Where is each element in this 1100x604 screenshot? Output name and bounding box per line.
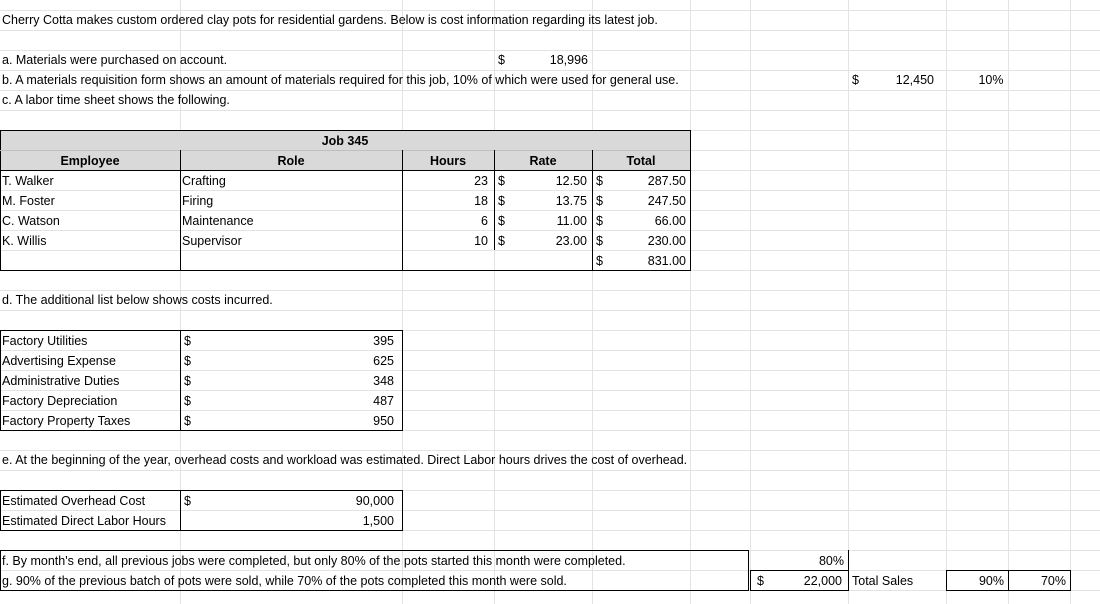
row-2-hours: 18: [474, 194, 488, 208]
row-3-rate: 11.00: [556, 214, 587, 228]
job-table-title: Job 345: [321, 134, 369, 148]
row-2-rate: 13.75: [555, 194, 587, 208]
row-1-total-currency: $: [596, 174, 603, 188]
f-percent-border: [848, 550, 849, 571]
cost-2-currency: $: [184, 354, 191, 368]
item-g-percent1: 90%: [978, 574, 1004, 588]
column-gridline: [848, 0, 849, 604]
cost-5-currency: $: [184, 414, 191, 428]
row-1-employee: T. Walker: [2, 174, 54, 188]
row-1-rate-currency: $: [498, 174, 505, 188]
item-g-label: Total Sales: [852, 574, 914, 588]
cost-2-value: 625: [373, 354, 394, 368]
cost-5-label: Factory Property Taxes: [2, 414, 131, 428]
row-3-hours: 6: [481, 214, 488, 228]
estimate-2-value: 1,500: [362, 514, 394, 528]
item-a-currency: $: [498, 53, 505, 67]
item-d-text: d. The additional list below shows costs incurred.: [2, 293, 273, 307]
cost-4-value: 487: [373, 394, 394, 408]
row-4-hours: 10: [474, 234, 488, 248]
column-gridline: [1070, 0, 1071, 604]
row-4-employee: K. Willis: [2, 234, 47, 248]
estimate-1-label: Estimated Overhead Cost: [2, 494, 146, 508]
grand-total-value: 831.00: [647, 254, 686, 268]
item-b-currency: $: [852, 73, 859, 87]
item-b-percent: 10%: [978, 73, 1004, 87]
cost-5-value: 950: [373, 414, 394, 428]
column-gridline: [494, 0, 495, 604]
row-2-total: 247.50: [647, 194, 686, 208]
item-g-currency: $: [757, 574, 764, 588]
item-f-percent: 80%: [818, 554, 844, 568]
intro-text: Cherry Cotta makes custom ordered clay pots for residential gardens. Below is cost information regarding its latest job.: [2, 13, 658, 27]
estimate-2-label: Estimated Direct Labor Hours: [2, 514, 166, 528]
row-1-role: Crafting: [182, 174, 226, 188]
item-g-percent2: 70%: [1040, 574, 1066, 588]
row-4-rate: 23.00: [555, 234, 587, 248]
row-3-total-currency: $: [596, 214, 603, 228]
header-role: Role: [277, 154, 305, 168]
item-e-text: e. At the beginning of the year, overhead costs and workload was estimated. Direct Labor hours drives the cost of overhead.: [2, 453, 688, 467]
header-hours: Hours: [429, 154, 467, 168]
cost-1-value: 395: [373, 334, 394, 348]
column-gridline: [750, 0, 751, 604]
cost-3-value: 348: [373, 374, 394, 388]
item-f-text: f. By month's end, all previous jobs were completed, but only 80% of the pots started this month were completed.: [2, 554, 626, 568]
item-g-text: g. 90% of the previous batch of pots were sold, while 70% of the pots completed this month were sold.: [2, 574, 567, 588]
estimate-1-currency: $: [184, 494, 191, 508]
cost-3-label: Administrative Duties: [2, 374, 120, 388]
row-1-total: 287.50: [647, 174, 686, 188]
row-3-role: Maintenance: [182, 214, 254, 228]
cost-2-label: Advertising Expense: [2, 354, 116, 368]
item-a-text: a. Materials were purchased on account.: [2, 53, 228, 67]
grand-total-currency: $: [596, 254, 603, 268]
row-3-rate-currency: $: [498, 214, 505, 228]
row-2-total-currency: $: [596, 194, 603, 208]
cost-1-currency: $: [184, 334, 191, 348]
row-3-employee: C. Watson: [2, 214, 60, 228]
cost-1-label: Factory Utilities: [2, 334, 88, 348]
item-a-amount: 18,996: [549, 53, 588, 67]
row-4-role: Supervisor: [182, 234, 242, 248]
row-4-total-currency: $: [596, 234, 603, 248]
row-3-total: 66.00: [654, 214, 686, 228]
cost-3-currency: $: [184, 374, 191, 388]
row-4-total: 230.00: [647, 234, 686, 248]
column-gridline: [1008, 0, 1009, 604]
row-4-rate-currency: $: [498, 234, 505, 248]
header-rate: Rate: [529, 154, 557, 168]
column-gridline: [690, 0, 691, 604]
cost-4-label: Factory Depreciation: [2, 394, 118, 408]
item-g-amount: 22,000: [803, 574, 842, 588]
column-gridline: [946, 0, 947, 604]
row-2-employee: M. Foster: [2, 194, 55, 208]
row-2-role: Firing: [182, 194, 214, 208]
column-gridline: [592, 0, 593, 604]
header-total: Total: [626, 154, 656, 168]
row-1-rate: 12.50: [555, 174, 587, 188]
header-employee: Employee: [60, 154, 120, 168]
cost-4-currency: $: [184, 394, 191, 408]
row-2-rate-currency: $: [498, 194, 505, 208]
item-c-text: c. A labor time sheet shows the following.: [2, 93, 230, 107]
item-b-amount: 12,450: [895, 73, 934, 87]
row-1-hours: 23: [474, 174, 488, 188]
item-b-text: b. A materials requisition form shows an amount of materials required for this job, 10% of which were used for general use.: [2, 73, 679, 87]
estimate-1-value: 90,000: [355, 494, 394, 508]
